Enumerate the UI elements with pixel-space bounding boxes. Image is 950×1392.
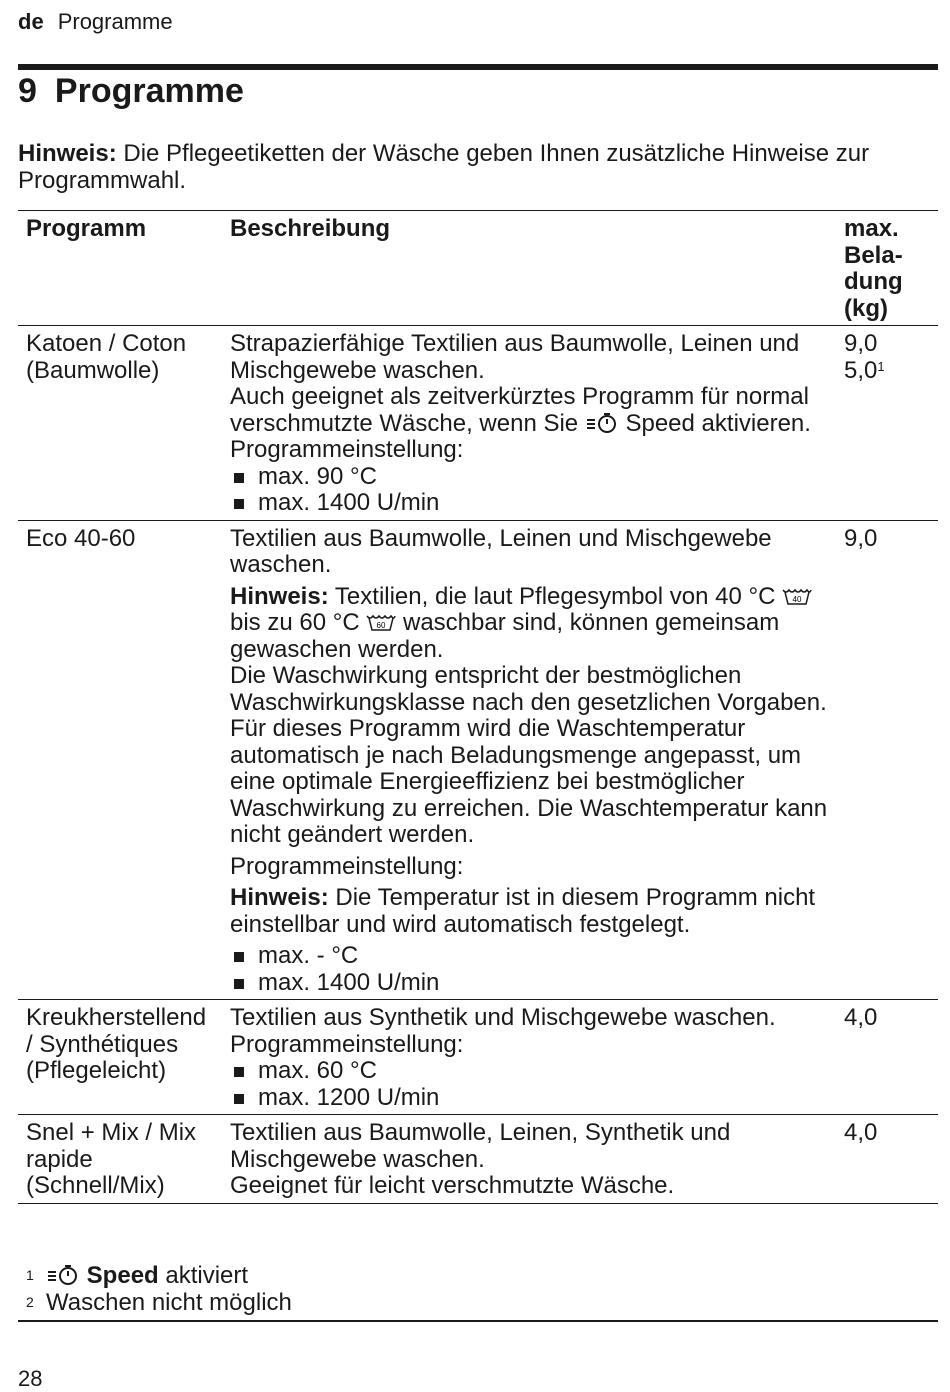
wash-40-icon xyxy=(782,588,812,606)
table-header-row xyxy=(18,211,938,326)
list-item: max. 1200 U/min xyxy=(230,1085,828,1112)
load-value: 9,0 xyxy=(844,524,878,552)
program-name: Snel + Mix / Mix rapide (Schnell/Mix) xyxy=(26,1119,197,1199)
program-description xyxy=(222,520,836,1000)
setting-label: Programmeinstellung: xyxy=(230,852,464,880)
table-row xyxy=(18,520,938,1000)
description-text: Strapazierfähige Textilien aus Baumwolle, Leinen und Mischgewebe waschen. xyxy=(230,330,800,384)
program-description xyxy=(222,1115,836,1204)
load-value: 9,0 xyxy=(844,330,878,357)
footnotes xyxy=(18,1262,938,1316)
speed-icon xyxy=(585,411,619,438)
chapter-text: Programme xyxy=(54,72,244,110)
program-description xyxy=(222,1000,836,1115)
description-text: Für dieses Programm wird die Waschtemperatur automatisch je nach Beladungsmenge angepasst, um eine optimale Energieeffizienz bei bestmöglicher Waschwirkung zu erreichen. Die Waschtemperatur kann nicht geändert werden. xyxy=(230,715,828,848)
chapter-title xyxy=(18,72,244,111)
list-item: max. - °C xyxy=(230,943,828,970)
footnote: 1 Speed aktiviert xyxy=(18,1262,938,1289)
list-item: max. 1400 U/min xyxy=(230,490,828,517)
description-text: Textilien aus Baumwolle, Leinen und Mischgewebe waschen. xyxy=(230,524,772,578)
list-item: max. 90 °C xyxy=(230,464,828,491)
section-name: Programme xyxy=(57,9,173,34)
setting-list xyxy=(230,943,828,996)
description-text: Textilien aus Synthetik und Mischgewebe waschen. xyxy=(230,1004,776,1031)
setting-list xyxy=(230,1058,828,1111)
footnote-mark: 1 xyxy=(26,1267,34,1283)
intro-note-text: Die Pflegeetiketten der Wäsche geben Ihnen zusätzliche Hinweise zur Programmwahl. xyxy=(18,140,870,194)
table-row xyxy=(18,1115,938,1204)
description-text: Geeignet für leicht verschmutzte Wäsche. xyxy=(230,1172,675,1199)
footnote-mark: 2 xyxy=(26,1294,34,1310)
description-text: Die Waschwirkung entspricht der bestmöglichen Waschwirkungsklasse nach den gesetzlichen Vorgaben. xyxy=(230,662,827,716)
col-header-description: Beschreibung xyxy=(230,215,391,242)
speed-icon xyxy=(46,1262,80,1289)
eco-note: Hinweis: Textilien, die laut Pflegesymbol von 40 °C 40 bis zu 60 °C 60 waschbar sind, können gemeinsam gewaschen werden. xyxy=(230,584,828,664)
load-value: 4,0 xyxy=(844,1004,878,1031)
program-name: Katoen / Coton (Baumwolle) xyxy=(26,330,187,384)
max-load xyxy=(836,520,938,1000)
list-item: max. 1400 U/min xyxy=(230,970,828,997)
load-value-speed: $5,0^1$ xyxy=(844,356,885,384)
svg-text:40: 40 xyxy=(792,594,802,604)
description-text: Textilien aus Baumwolle, Leinen, Synthetik und Mischgewebe waschen. xyxy=(230,1119,731,1173)
setting-label: Programmeinstellung: xyxy=(230,1030,464,1058)
footnote: 2 Waschen nicht möglich xyxy=(18,1289,938,1316)
load-value: 4,0 xyxy=(844,1119,878,1146)
program-name: Kreukherstellend / Synthétiques (Pflegeleicht) xyxy=(26,1004,207,1084)
wash-60-icon xyxy=(366,614,396,632)
header-rule xyxy=(18,64,938,70)
table-row xyxy=(18,326,938,521)
max-load xyxy=(836,1000,938,1115)
setting-label: Programmeinstellung: xyxy=(230,436,464,463)
svg-text:60: 60 xyxy=(376,621,386,630)
max-load xyxy=(836,326,938,521)
program-table xyxy=(18,210,938,1204)
description-text: Auch geeignet als zeitverkürztes Programm für normal verschmutzte Wäsche, wenn Sie Speed aktivieren. xyxy=(230,383,811,437)
list-item: max. 60 °C xyxy=(230,1058,828,1085)
max-load xyxy=(836,1115,938,1204)
program-description xyxy=(222,326,836,521)
footnote-ref: 1 xyxy=(877,358,885,374)
intro-note-label: Hinweis: xyxy=(18,140,117,167)
eco-note-temperature: Hinweis: Die Temperatur ist in diesem Programm nicht einstellbar und wird automatisch festgelegt. xyxy=(230,884,816,938)
program-name: Eco 40-60 xyxy=(26,524,136,552)
setting-list xyxy=(230,464,828,517)
chapter-number: 9 xyxy=(18,72,37,110)
footnote-rule xyxy=(18,1320,938,1322)
running-header xyxy=(18,9,173,35)
col-header-load: max. Bela- dung (kg) xyxy=(844,215,903,322)
col-header-program: Programm xyxy=(26,215,147,242)
intro-note xyxy=(18,140,934,194)
page-number: 28 xyxy=(18,1366,43,1391)
language-code: de xyxy=(18,9,44,34)
table-row xyxy=(18,1000,938,1115)
